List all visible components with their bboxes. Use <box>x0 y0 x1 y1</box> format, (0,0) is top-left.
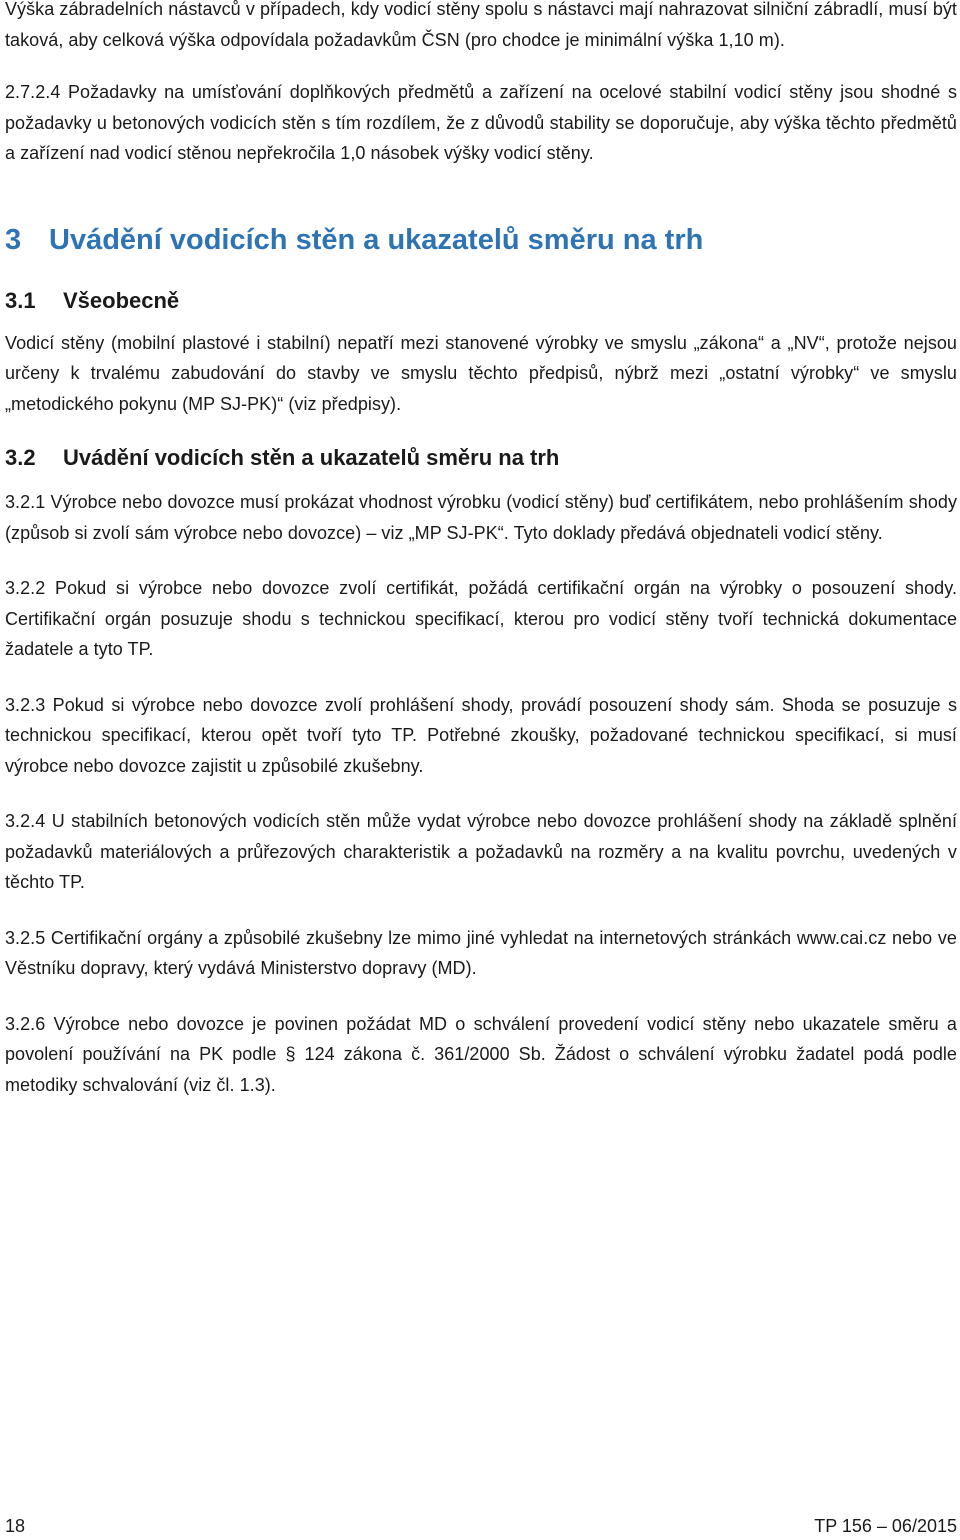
paragraph-3-2-1: 3.2.1 Výrobce nebo dovozce musí prokázat vhodnost výrobku (vodicí stěny) buď certifikátem, nebo prohlášením shody (způsob si zvolí sám výrobce nebo dovozce) – viz „MP SJ-PK“. Tyto doklady předává objednateli vodicí stěny. <box>5 492 957 543</box>
paragraph-3-2-2: 3.2.2 Pokud si výrobce nebo dovozce zvolí certifikát, požádá certifikační orgán na výrobky o posouzení shody. Certifikační orgán posuzuje shodu s technickou specifikací, kterou pro vodicí stěny tvoří technická dokumentace žadatele a tyto TP. <box>5 578 957 659</box>
page-content <box>5 0 957 1100</box>
paragraph-3-2-4: 3.2.4 U stabilních betonových vodicích stěn může vydat výrobce nebo dovozce prohlášení shody na základě splnění požadavků materiálových a průřezových charakteristik a požadavků na rozměry a na kvalitu povrchu, uvedených v těchto TP. <box>5 811 957 892</box>
paragraph-railing-height: Výška zábradelních nástavců v případech, kdy vodicí stěny spolu s nástavci mají nahrazovat silniční zábradlí, musí být taková, aby celková výška odpovídala požadavkům ČSN (pro chodce je minimální výška 1,10 m). <box>5 0 957 50</box>
section-3-2-number: 3.2 <box>5 445 36 470</box>
section-3-1-heading <box>5 286 957 316</box>
paragraph-2-7-2-4: 2.7.2.4 Požadavky na umísťování doplňkových předmětů a zařízení na ocelové stabilní vodicí stěny jsou shodné s požadavky u betonových vodicích stěn s tím rozdílem, že z důvodů stability se doporučuje, aby výška těchto předmětů a zařízení nad vodicí stěnou nepřekročila 1,0 násobek výšky vodicí stěny. <box>5 82 957 163</box>
paragraph-3-2-6: 3.2.6 Výrobce nebo dovozce je povinen požádat MD o schválení provedení vodicí stěny nebo ukazatele směru a povolení používání na PK podle § 124 zákona č. 361/2000 Sb. Žádost o schválení výrobku žadatel podá podle metodiky schvalování (viz čl. 1.3). <box>5 1013 957 1095</box>
paragraph-3-1: Vodicí stěny (mobilní plastové i stabilní) nepatří mezi stanovené výrobky ve smyslu „zákona“ a „NV“, protože nejsou určeny k trvalému zabudování do stavby ve smyslu těchto předpisů, nýbrž mezi „ostatní výrobky“ ve smyslu „metodického pokynu (MP SJ-PK)“ (viz předpisy). <box>5 332 957 414</box>
section-3-1-number: 3.1 <box>5 287 36 313</box>
footer-document-id: TP 156 – 06/2015 <box>814 1516 957 1536</box>
paragraph-3-2-3: 3.2.3 Pokud si výrobce nebo dovozce zvolí prohlášení shody, provádí posouzení shody sám. Shoda se posuzuje s technickou specifikací, kterou opět tvoří tyto TP. Potřebné zkoušky, požadované technickou specifikací, si musí výrobce nebo dovozce zajistit u způsobilé zkušebny. <box>5 694 957 776</box>
section-3-1-title: Všeobecně <box>63 287 180 313</box>
page-footer <box>5 1513 957 1539</box>
paragraph-3-2-5: 3.2.5 Certifikační orgány a způsobilé zkušebny lze mimo jiné vyhledat na internetových stránkách www.cai.cz nebo ve Věstníku dopravy, který vydává Ministerstvo dopravy (MD). <box>5 927 957 978</box>
chapter-heading <box>5 222 957 258</box>
section-3-2-heading <box>5 443 957 473</box>
chapter-title: Uvádění vodicích stěn a ukazatelů směru na trh <box>49 223 704 256</box>
footer-page-number: 18 <box>5 1516 26 1536</box>
chapter-number: 3 <box>5 223 22 256</box>
section-3-2-title: Uvádění vodicích stěn a ukazatelů směru na trh <box>63 445 560 470</box>
